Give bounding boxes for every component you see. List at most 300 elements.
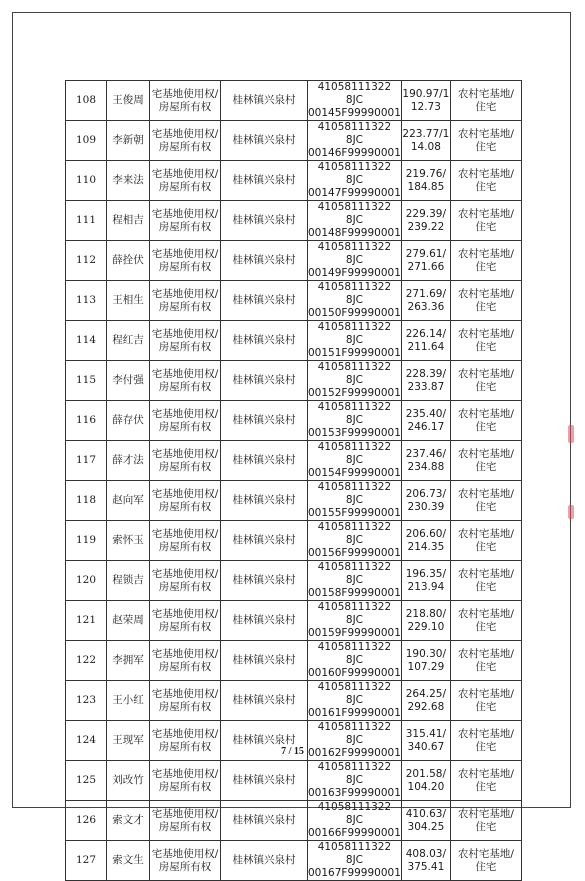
location-cell [221,601,308,641]
row-number-cell [66,801,107,841]
location: 桂林镇兴泉村 [232,774,296,786]
table-row [66,521,522,561]
right-type: 宅基地使用权/ [151,567,219,580]
owner-name: 李付强 [112,374,144,386]
right-type: 房屋所有权 [158,260,212,273]
unit-code: 00152F99990001 [308,387,401,399]
unit-code: 41058111322 8JC [317,681,392,706]
land-use: 住宅 [475,420,497,433]
table-row [66,161,522,201]
table-row [66,841,522,881]
area: 235.40/ [405,407,447,420]
table-row [66,361,522,401]
right-type-cell [150,521,221,561]
unit-code: 41058111322 8JC [317,641,392,666]
row-number: 122 [75,654,97,666]
land-use-cell [450,321,521,361]
row-number: 123 [75,694,97,706]
row-number-cell [66,401,107,441]
unit-code: 00153F99990001 [308,427,401,439]
right-type: 房屋所有权 [158,380,212,393]
unit-code-cell [308,81,402,121]
unit-code: 41058111322 8JC [317,81,392,106]
location-cell [221,521,308,561]
owner-name-cell [107,441,150,481]
land-use: 住宅 [475,140,497,153]
land-use-cell [450,121,521,161]
area: 223.77/1 [402,127,450,140]
area-cell [401,241,450,281]
unit-code-cell [308,361,402,401]
unit-code-cell [308,761,402,801]
right-type: 房屋所有权 [158,700,212,713]
area: 206.73/ [405,487,447,500]
right-type: 房屋所有权 [158,540,212,553]
right-type: 房屋所有权 [158,420,212,433]
right-type-cell [150,761,221,801]
location: 桂林镇兴泉村 [232,254,296,266]
area: 264.25/ [405,687,447,700]
unit-code: 41058111322 8JC [317,441,392,466]
owner-name: 索文才 [112,814,144,826]
location: 桂林镇兴泉村 [232,814,296,826]
row-number: 116 [75,414,97,426]
land-use: 住宅 [475,460,497,473]
land-use: 住宅 [475,380,497,393]
right-type: 宅基地使用权/ [151,167,219,180]
right-type: 宅基地使用权/ [151,127,219,140]
land-use: 住宅 [475,660,497,673]
land-use: 农村宅基地/ [457,767,514,780]
land-use: 农村宅基地/ [457,87,514,100]
location: 桂林镇兴泉村 [232,334,296,346]
land-use: 农村宅基地/ [457,447,514,460]
unit-code: 41058111322 8JC [317,121,392,146]
unit-code: 00159F99990001 [308,627,401,639]
right-type: 房屋所有权 [158,460,212,473]
right-type: 房屋所有权 [158,300,212,313]
unit-code-cell [308,681,402,721]
unit-code: 41058111322 8JC [317,401,392,426]
area-cell [401,401,450,441]
unit-code-cell [308,201,402,241]
land-use: 农村宅基地/ [457,607,514,620]
location: 桂林镇兴泉村 [232,534,296,546]
area: 107.29 [407,660,445,673]
location-cell [221,161,308,201]
table-row [66,81,522,121]
owner-name-cell [107,201,150,241]
location-cell [221,561,308,601]
unit-code-cell [308,441,402,481]
land-use-cell [450,761,521,801]
unit-code: 00156F99990001 [308,547,401,559]
owner-name: 王相生 [112,294,144,306]
location: 桂林镇兴泉村 [232,574,296,586]
owner-name: 李新朝 [112,134,144,146]
owner-name-cell [107,481,150,521]
area: 234.88 [407,460,445,473]
unit-code-cell [308,121,402,161]
unit-code: 00160F99990001 [308,667,401,679]
row-number-cell [66,561,107,601]
table-row [66,681,522,721]
unit-code-cell [308,321,402,361]
table-row [66,641,522,681]
row-number: 127 [75,854,97,866]
right-type-cell [150,801,221,841]
unit-code: 41058111322 8JC [317,361,392,386]
page-number: 7 / 15 [281,746,304,757]
area: 196.35/ [405,567,447,580]
land-use: 农村宅基地/ [457,287,514,300]
land-use: 农村宅基地/ [457,167,514,180]
land-use: 农村宅基地/ [457,367,514,380]
unit-code-cell [308,401,402,441]
location: 桂林镇兴泉村 [232,734,296,746]
area: 14.08 [410,140,441,153]
owner-name-cell [107,121,150,161]
unit-code: 00145F99990001 [308,107,401,119]
row-number-cell [66,681,107,721]
red-stamp-edge [568,425,574,443]
right-type: 宅基地使用权/ [151,847,219,860]
right-type: 宅基地使用权/ [151,647,219,660]
area-cell [401,681,450,721]
location: 桂林镇兴泉村 [232,654,296,666]
location: 桂林镇兴泉村 [232,214,296,226]
row-number-cell [66,241,107,281]
land-use: 住宅 [475,340,497,353]
right-type: 宅基地使用权/ [151,607,219,620]
row-number-cell [66,521,107,561]
right-type-cell [150,161,221,201]
location: 桂林镇兴泉村 [232,414,296,426]
owner-name: 索文生 [112,854,144,866]
land-use: 住宅 [475,780,497,793]
location-cell [221,401,308,441]
area: 292.68 [407,700,445,713]
land-use: 农村宅基地/ [457,247,514,260]
unit-code-cell [308,801,402,841]
row-number: 118 [75,494,97,506]
unit-code: 00167F99990001 [308,867,401,879]
land-use-cell [450,81,521,121]
land-use: 住宅 [475,100,497,113]
land-use: 农村宅基地/ [457,727,514,740]
owner-name-cell [107,401,150,441]
area: 410.63/ [405,807,447,820]
location-cell [221,321,308,361]
land-use: 住宅 [475,700,497,713]
unit-code: 41058111322 8JC [317,281,392,306]
unit-code: 41058111322 8JC [317,161,392,186]
table-row [66,201,522,241]
owner-name: 赵荣周 [112,614,144,626]
owner-name-cell [107,81,150,121]
location-cell [221,241,308,281]
unit-code-cell [308,281,402,321]
row-number: 120 [75,574,97,586]
land-use: 农村宅基地/ [457,487,514,500]
right-type: 宅基地使用权/ [151,807,219,820]
row-number: 112 [75,254,97,266]
records-table-body [66,81,522,881]
land-use-cell [450,481,521,521]
row-number-cell [66,601,107,641]
land-use-cell [450,601,521,641]
area: 304.25 [407,820,445,833]
table-row [66,481,522,521]
area: 190.97/1 [402,87,450,100]
unit-code-cell [308,521,402,561]
records-table [65,80,522,881]
unit-code: 00161F99990001 [308,707,401,719]
row-number: 121 [75,614,97,626]
unit-code: 41058111322 8JC [317,521,392,546]
location-cell [221,681,308,721]
area-cell [401,521,450,561]
area-cell [401,481,450,521]
owner-name: 赵向军 [112,494,144,506]
row-number: 113 [75,294,97,306]
right-type-cell [150,361,221,401]
land-use-cell [450,441,521,481]
owner-name: 刘改竹 [112,774,144,786]
unit-code: 00155F99990001 [308,507,401,519]
right-type-cell [150,281,221,321]
table-row [66,241,522,281]
location-cell [221,361,308,401]
unit-code: 00151F99990001 [308,347,401,359]
right-type: 房屋所有权 [158,780,212,793]
right-type: 房屋所有权 [158,100,212,113]
land-use: 住宅 [475,620,497,633]
location-cell [221,801,308,841]
right-type-cell [150,561,221,601]
location: 桂林镇兴泉村 [232,174,296,186]
location-cell [221,281,308,321]
land-use: 住宅 [475,860,497,873]
area: 226.14/ [405,327,447,340]
area: 229.10 [407,620,445,633]
right-type: 宅基地使用权/ [151,247,219,260]
land-use: 住宅 [475,500,497,513]
unit-code-cell [308,241,402,281]
area-cell [401,121,450,161]
row-number-cell [66,441,107,481]
row-number-cell [66,841,107,881]
right-type: 房屋所有权 [158,660,212,673]
right-type-cell [150,401,221,441]
land-use-cell [450,281,521,321]
land-use: 农村宅基地/ [457,327,514,340]
right-type: 房屋所有权 [158,620,212,633]
right-type-cell [150,441,221,481]
area: 233.87 [407,380,445,393]
row-number: 114 [75,334,97,346]
area: 279.61/ [405,247,447,260]
right-type-cell [150,121,221,161]
location-cell [221,761,308,801]
owner-name: 程锁吉 [112,574,144,586]
row-number-cell [66,361,107,401]
land-use: 农村宅基地/ [457,527,514,540]
location-cell [221,201,308,241]
area: 211.64 [407,340,445,353]
land-use-cell [450,801,521,841]
owner-name: 程相吉 [112,214,144,226]
owner-name-cell [107,561,150,601]
right-type: 宅基地使用权/ [151,767,219,780]
right-type: 宅基地使用权/ [151,367,219,380]
row-number-cell [66,121,107,161]
owner-name-cell [107,801,150,841]
unit-code: 00158F99990001 [308,587,401,599]
table-row [66,281,522,321]
land-use: 农村宅基地/ [457,127,514,140]
owner-name: 李拥军 [112,654,144,666]
area-cell [401,641,450,681]
unit-code-cell [308,641,402,681]
unit-code: 00150F99990001 [308,307,401,319]
right-type-cell [150,321,221,361]
area-cell [401,761,450,801]
area: 263.36 [407,300,445,313]
right-type: 宅基地使用权/ [151,87,219,100]
owner-name: 薛才法 [112,454,144,466]
area: 228.39/ [405,367,447,380]
row-number: 124 [75,734,97,746]
area: 237.46/ [405,447,447,460]
area: 271.66 [407,260,445,273]
right-type: 宅基地使用权/ [151,327,219,340]
location: 桂林镇兴泉村 [232,614,296,626]
owner-name: 王小红 [112,694,144,706]
land-use: 住宅 [475,220,497,233]
land-use: 农村宅基地/ [457,807,514,820]
area: 375.41 [407,860,445,873]
right-type: 宅基地使用权/ [151,487,219,500]
right-type: 房屋所有权 [158,580,212,593]
row-number: 108 [75,94,97,106]
land-use: 农村宅基地/ [457,647,514,660]
area: 214.35 [407,540,445,553]
location: 桂林镇兴泉村 [232,454,296,466]
owner-name-cell [107,681,150,721]
row-number-cell [66,161,107,201]
location: 桂林镇兴泉村 [232,294,296,306]
right-type-cell [150,681,221,721]
land-use: 住宅 [475,540,497,553]
row-number: 125 [75,774,97,786]
owner-name-cell [107,241,150,281]
location: 桂林镇兴泉村 [232,374,296,386]
land-use: 住宅 [475,300,497,313]
area-cell [401,441,450,481]
right-type: 宅基地使用权/ [151,527,219,540]
area: 229.39/ [405,207,447,220]
land-use: 农村宅基地/ [457,847,514,860]
unit-code: 41058111322 8JC [317,801,392,826]
area: 230.39 [407,500,445,513]
row-number: 109 [75,134,97,146]
area-cell [401,801,450,841]
owner-name: 薛拴伏 [112,254,144,266]
right-type: 宅基地使用权/ [151,727,219,740]
owner-name-cell [107,361,150,401]
area: 184.85 [407,180,445,193]
right-type-cell [150,841,221,881]
owner-name-cell [107,521,150,561]
owner-name-cell [107,761,150,801]
area: 206.60/ [405,527,447,540]
right-type-cell [150,81,221,121]
row-number: 111 [75,214,97,226]
land-use-cell [450,641,521,681]
table-row [66,561,522,601]
area-cell [401,361,450,401]
unit-code: 00163F99990001 [308,787,401,799]
location-cell [221,481,308,521]
land-use: 住宅 [475,820,497,833]
unit-code-cell [308,161,402,201]
row-number-cell [66,641,107,681]
unit-code: 41058111322 8JC [317,761,392,786]
unit-code: 00148F99990001 [308,227,401,239]
owner-name-cell [107,841,150,881]
row-number: 110 [75,174,97,186]
right-type: 宅基地使用权/ [151,687,219,700]
location: 桂林镇兴泉村 [232,694,296,706]
land-use: 农村宅基地/ [457,407,514,420]
land-use-cell [450,521,521,561]
location: 桂林镇兴泉村 [232,134,296,146]
owner-name-cell [107,641,150,681]
land-use-cell [450,241,521,281]
land-use-cell [450,561,521,601]
area-cell [401,201,450,241]
unit-code: 00162F99990001 [308,747,401,759]
unit-code: 41058111322 8JC [317,721,392,746]
area: 190.30/ [405,647,447,660]
land-use: 住宅 [475,740,497,753]
land-use-cell [450,361,521,401]
area: 408.03/ [405,847,447,860]
area-cell [401,841,450,881]
right-type: 宅基地使用权/ [151,447,219,460]
right-type: 房屋所有权 [158,340,212,353]
unit-code: 00146F99990001 [308,147,401,159]
owner-name-cell [107,281,150,321]
row-number-cell [66,481,107,521]
unit-code-cell [308,841,402,881]
right-type-cell [150,201,221,241]
location-cell [221,641,308,681]
land-use: 农村宅基地/ [457,687,514,700]
unit-code: 00149F99990001 [308,267,401,279]
land-use: 住宅 [475,180,497,193]
owner-name: 王俊周 [112,94,144,106]
unit-code: 41058111322 8JC [317,561,392,586]
location: 桂林镇兴泉村 [232,494,296,506]
row-number-cell [66,201,107,241]
unit-code-cell [308,561,402,601]
area-cell [401,321,450,361]
area: 219.76/ [405,167,447,180]
right-type: 宅基地使用权/ [151,207,219,220]
table-row [66,321,522,361]
